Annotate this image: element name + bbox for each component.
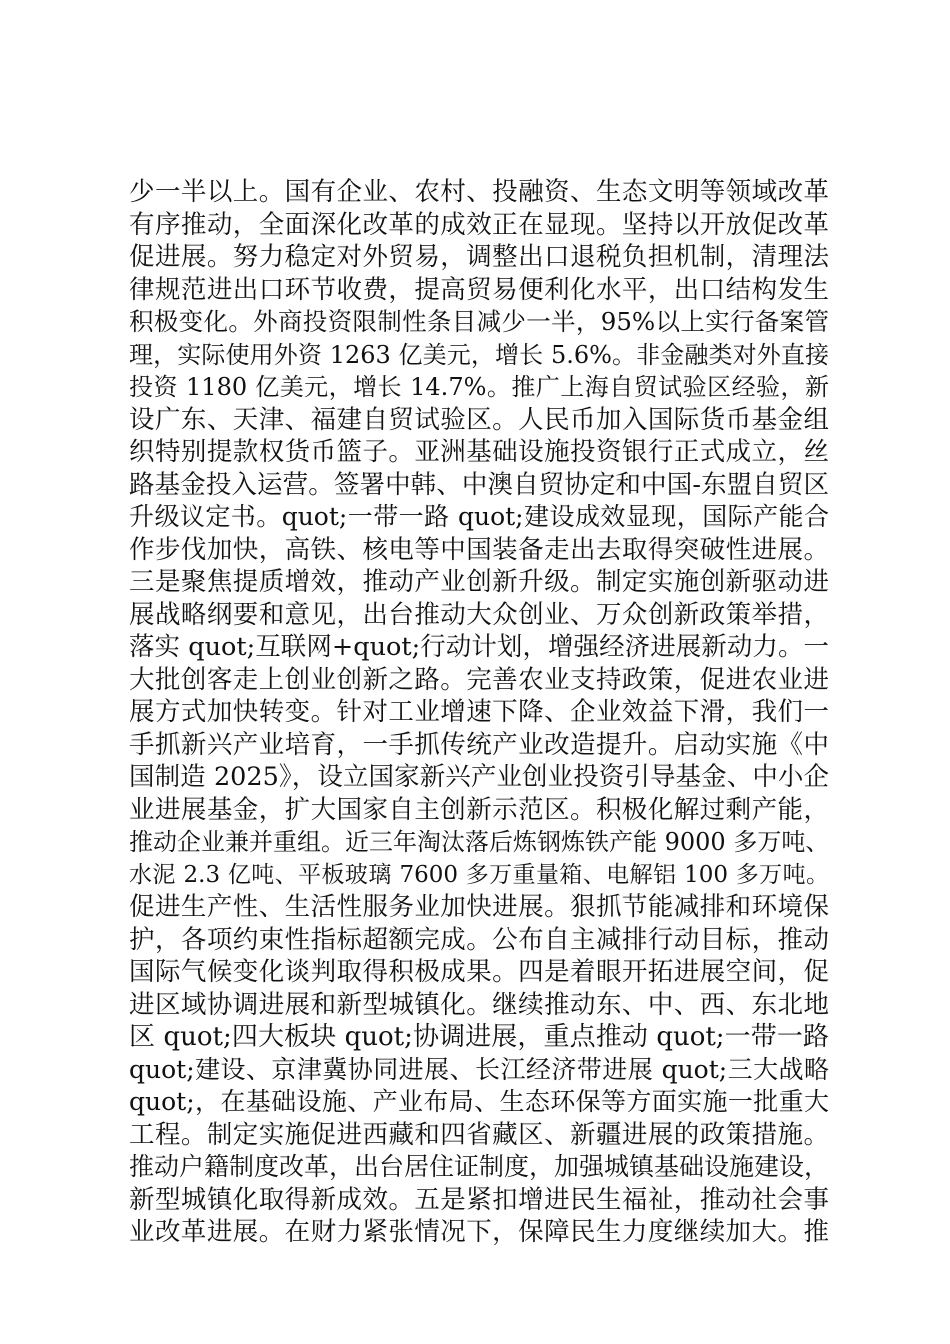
text-line: 护，各项约束性指标超额完成。公布自主减排行动目标，推动 xyxy=(129,924,829,955)
text-line: 推动企业兼并重组。近三年淘汰落后炼钢炼铁产能 9000 多万吨、 xyxy=(129,828,829,856)
text-line: 律规范进出口环节收费，提高贸易便利化水平，出口结构发生 xyxy=(129,274,829,305)
text-line: 织特别提款权货币篮子。亚洲基础设施投资银行正式成立，丝 xyxy=(129,437,829,467)
text-line: 进区域协调进展和新型城镇化。继续推动东、中、西、东北地 xyxy=(129,989,829,1020)
text-line: 区 quot;四大板块 quot;协调进展，重点推动 quot;一带一路 xyxy=(129,1022,829,1052)
text-line: 业改革进展。在财力紧张情况下，保障民生力度继续加大。推 xyxy=(129,1217,829,1247)
text-line: 促进展。努力稳定对外贸易，调整出口退税负担机制，清理法 xyxy=(129,242,829,272)
text-line: 业进展基金，扩大国家自主创新示范区。积极化解过剩产能， xyxy=(129,794,829,825)
text-line: 新型城镇化取得新成效。五是紧扣增进民生福祉，推动社会事 xyxy=(129,1184,829,1215)
text-line: 大批创客走上创业创新之路。完善农业支持政策，促进农业进 xyxy=(129,664,829,695)
text-line: 作步伐加快，高铁、核电等中国装备走出去取得突破性进展。 xyxy=(129,534,829,565)
text-line: 设广东、天津、福建自贸试验区。人民币加入国际货币基金组 xyxy=(129,404,829,435)
text-line: 积极变化。外商投资限制性条目减少一半，95%以上实行备案管 xyxy=(129,307,829,336)
text-line: 国制造 2025》，设立国家新兴产业创业投资引导基金、中小企 xyxy=(129,762,829,792)
text-line: 促进生产性、生活性服务业加快进展。狠抓节能减排和环境保 xyxy=(129,892,829,922)
text-line: 工程。制定实施促进西藏和四省藏区、新疆进展的政策措施。 xyxy=(129,1119,829,1150)
text-line: quot;建设、京津冀协同进展、长江经济带进展 quot;三大战略 xyxy=(129,1054,829,1084)
text-line: 升级议定书。quot;一带一路 quot;建设成效显现，国际产能合 xyxy=(129,502,829,531)
text-line: 有序推动，全面深化改革的成效正在显现。坚持以开放促改革 xyxy=(129,209,829,240)
text-line: 展方式加快转变。针对工业增速下降、企业效益下滑，我们一 xyxy=(129,697,829,727)
text-line: 投资 1180 亿美元，增长 14.7%。推广上海自贸试验区经验，新 xyxy=(129,373,829,401)
text-line: 展战略纲要和意见，出台推动大众创业、万众创新政策举措， xyxy=(129,599,829,630)
body-paragraph xyxy=(129,176,829,1249)
text-line: 水泥 2.3 亿吨、平板玻璃 7600 多万重量箱、电解铝 100 多万吨。 xyxy=(129,861,829,888)
text-line: 少一半以上。国有企业、农村、投融资、生态文明等领域改革 xyxy=(129,177,829,207)
text-line: 落实 quot;互联网+quot;行动计划，增强经济进展新动力。一 xyxy=(129,632,829,662)
text-line: quot;，在基础设施、产业布局、生态环保等方面实施一批重大 xyxy=(129,1087,829,1116)
text-line: 国际气候变化谈判取得积极成果。四是着眼开拓进展空间，促 xyxy=(129,957,829,987)
text-line: 理，实际使用外资 1263 亿美元，增长 5.6%。非金融类对外直接 xyxy=(129,340,829,369)
text-line: 手抓新兴产业培育，一手抓传统产业改造提升。启动实施《中 xyxy=(129,729,829,760)
text-line: 路基金投入运营。签署中韩、中澳自贸协定和中国-东盟自贸区 xyxy=(129,469,829,500)
text-line: 三是聚焦提质增效，推动产业创新升级。制定实施创新驱动进 xyxy=(129,567,829,597)
text-line: 推动户籍制度改革，出台居住证制度，加强城镇基础设施建设， xyxy=(129,1152,829,1181)
